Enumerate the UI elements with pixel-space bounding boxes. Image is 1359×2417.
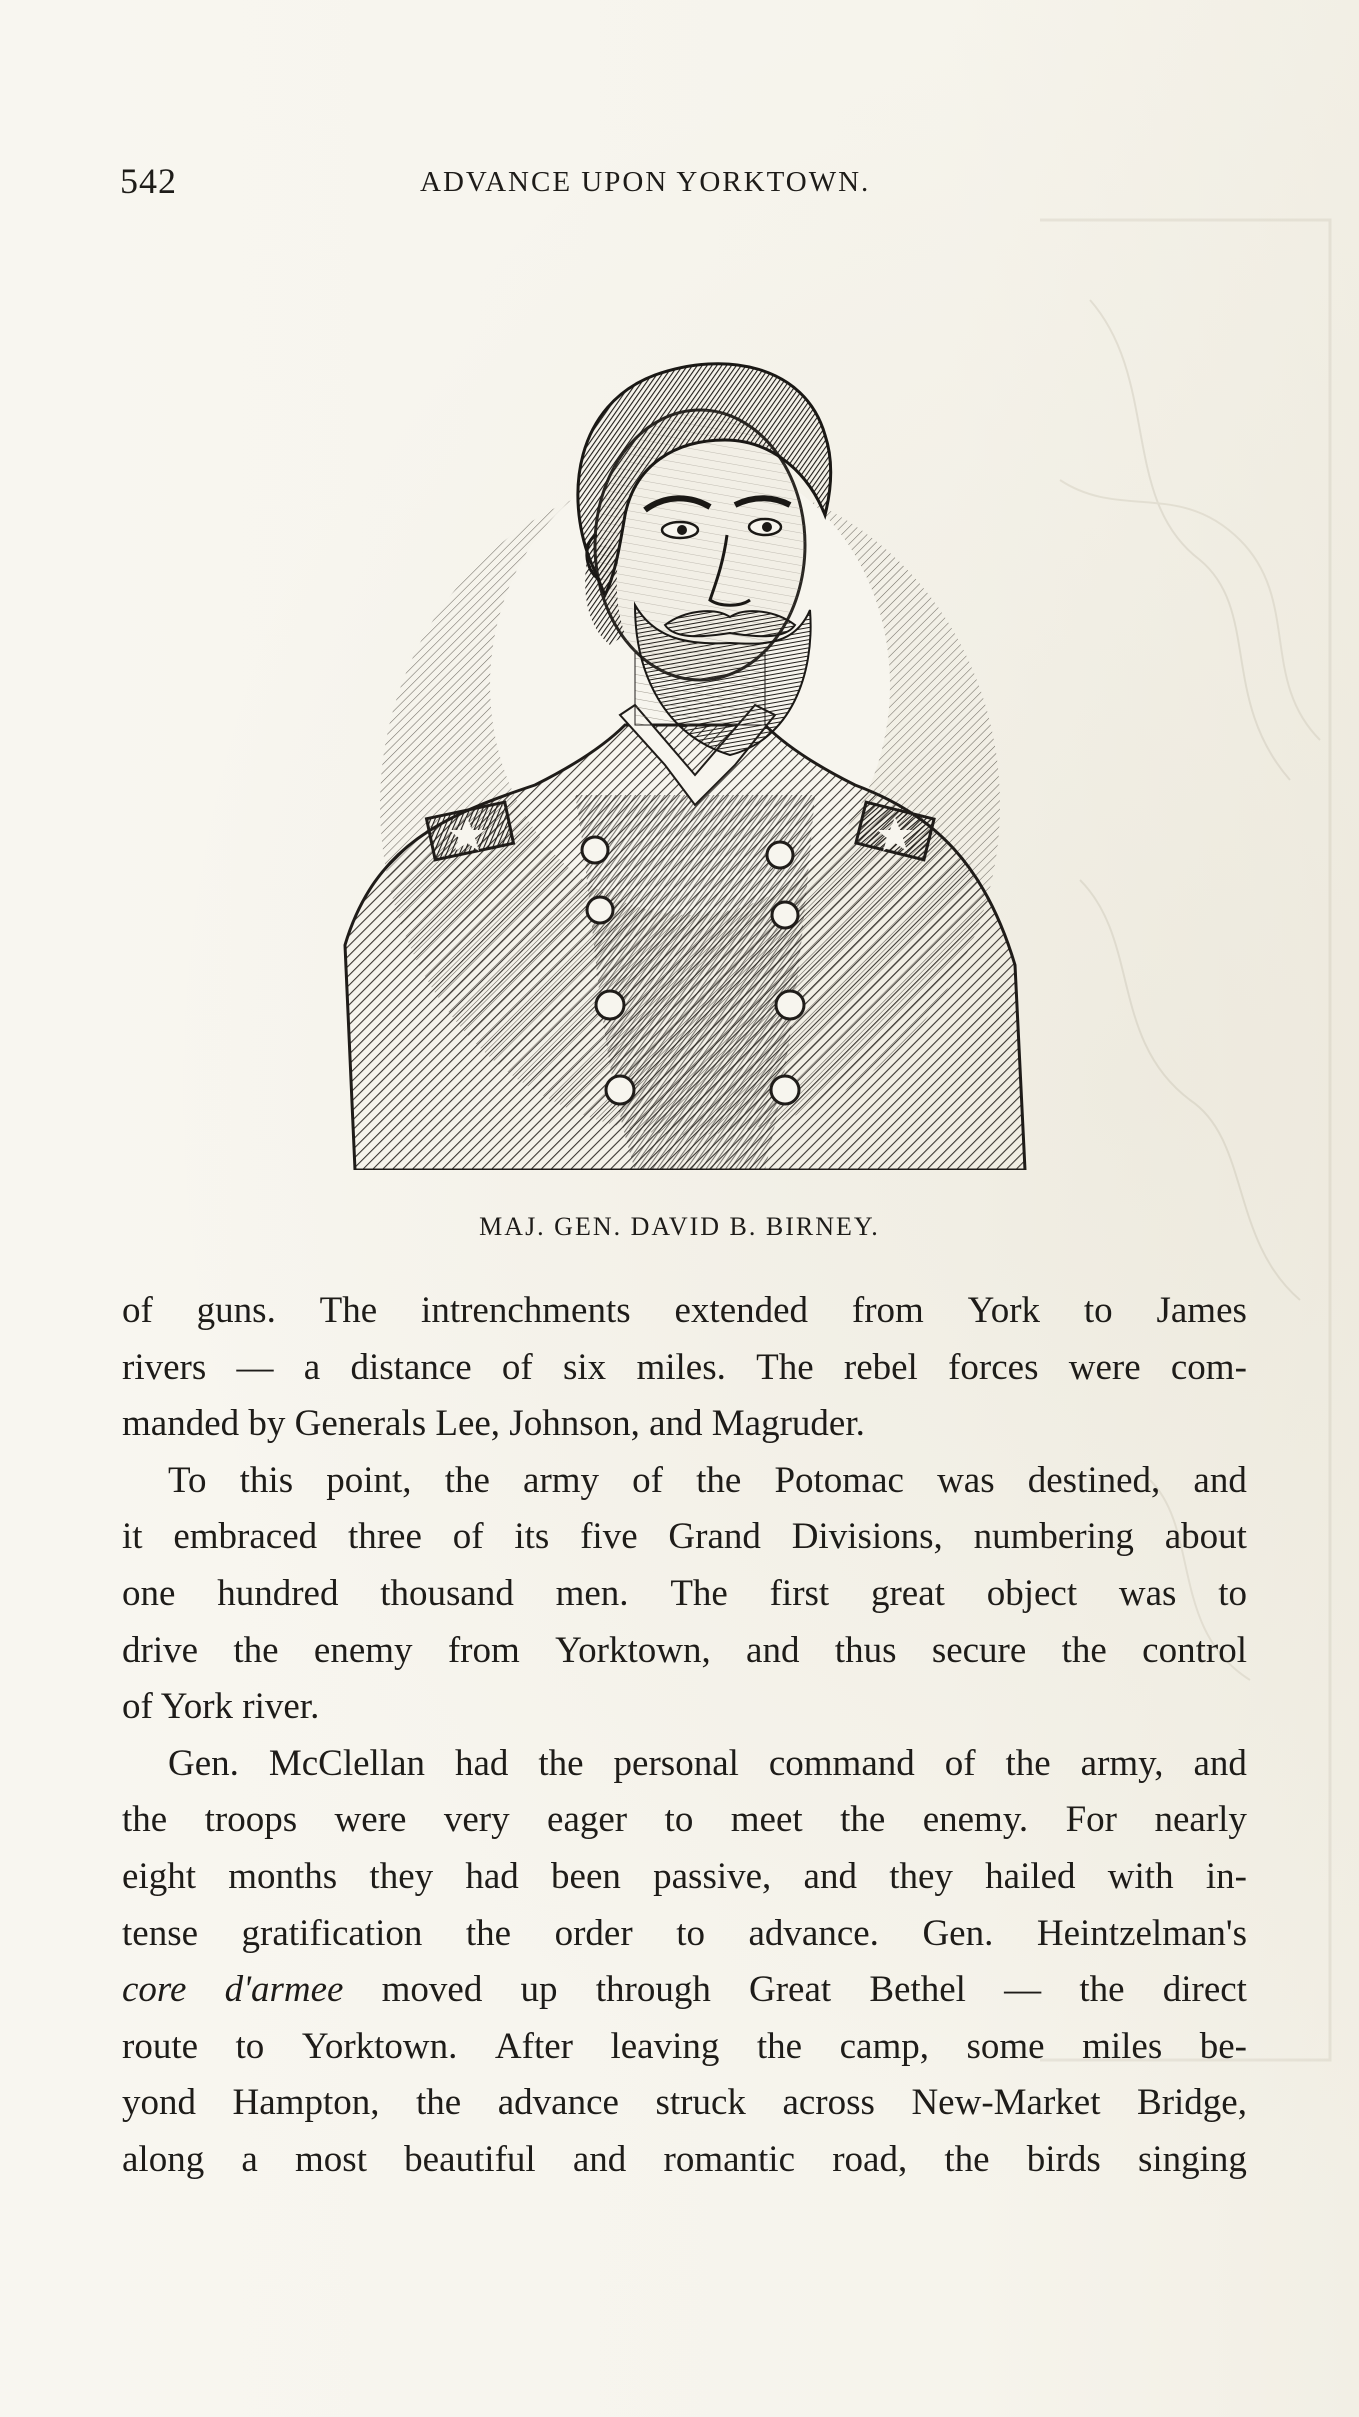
word: had	[455, 1742, 509, 1784]
word: destined,	[1027, 1459, 1161, 1501]
word: object	[986, 1572, 1078, 1614]
word: the	[1061, 1629, 1107, 1671]
word: was	[1118, 1572, 1177, 1614]
word: moved	[381, 1969, 483, 2011]
text-line	[122, 1566, 1247, 1623]
body-text	[122, 1283, 1247, 2189]
word: route	[122, 2025, 199, 2067]
word: were	[1068, 1346, 1141, 1388]
word: first	[769, 1572, 830, 1614]
word: meet	[730, 1799, 803, 1841]
word: passive,	[653, 1855, 772, 1897]
text-line	[122, 2019, 1247, 2076]
word: Gen.	[922, 1912, 994, 1954]
word: to	[1218, 1572, 1247, 1614]
word: eager	[547, 1799, 628, 1841]
word: very	[443, 1799, 510, 1841]
word: York	[967, 1290, 1041, 1331]
word: men.	[555, 1572, 629, 1614]
word: up	[520, 1969, 558, 2011]
word: the	[538, 1742, 584, 1784]
word: to	[664, 1799, 694, 1841]
word: army,	[1080, 1742, 1164, 1784]
word: in-	[1205, 1855, 1247, 1897]
word: the	[122, 1799, 168, 1841]
word: through	[595, 1969, 711, 2011]
word: nearly	[1154, 1799, 1247, 1841]
word: one	[122, 1572, 176, 1614]
word: camp,	[839, 2025, 929, 2067]
word: guns.	[196, 1290, 276, 1331]
word: some	[966, 2025, 1045, 2067]
word: d'armee	[224, 1969, 344, 2011]
word: the	[756, 2025, 803, 2067]
word: The	[319, 1290, 378, 1331]
word: this	[239, 1459, 294, 1501]
text-line	[122, 1906, 1247, 1963]
word: forces	[948, 1346, 1039, 1388]
word: months	[228, 1855, 338, 1897]
word: of	[452, 1516, 484, 1558]
word: a	[303, 1346, 321, 1388]
text-line-content: of York river.	[122, 1686, 320, 1728]
word: the	[233, 1629, 279, 1671]
word: —	[236, 1346, 274, 1388]
word: com-	[1170, 1346, 1247, 1388]
word: they	[889, 1855, 953, 1897]
text-line	[122, 1849, 1247, 1906]
text-line	[122, 2132, 1247, 2189]
word: to	[1083, 1290, 1113, 1331]
text-line	[122, 2075, 1247, 2132]
word: hundred	[217, 1572, 339, 1614]
word: command	[768, 1742, 915, 1784]
word: and	[803, 1855, 857, 1897]
word: great	[870, 1572, 945, 1614]
word: six	[563, 1346, 607, 1388]
text-line	[122, 1623, 1247, 1680]
word: Hampton,	[232, 2082, 380, 2124]
word: to	[676, 1912, 705, 1954]
word: most	[295, 2138, 367, 2180]
text-line	[122, 1453, 1247, 1510]
word: Grand	[668, 1516, 761, 1558]
word: the	[416, 2082, 462, 2124]
text-line-content: manded by Generals Lee, Johnson, and Magruder.	[122, 1403, 865, 1445]
word: thus	[834, 1629, 897, 1671]
word: Gen.	[168, 1742, 239, 1784]
word: Heintzelman's	[1036, 1912, 1247, 1954]
word: Bethel	[869, 1969, 966, 2011]
text-line	[122, 1396, 1247, 1453]
word: tense	[122, 1912, 199, 1954]
word: extended	[674, 1290, 809, 1331]
word: core	[122, 1969, 187, 2011]
word: five	[580, 1516, 638, 1558]
word: were	[334, 1799, 407, 1841]
word: rivers	[122, 1346, 207, 1388]
word: personal	[613, 1742, 739, 1784]
word: about	[1164, 1516, 1247, 1558]
word: rebel	[843, 1346, 918, 1388]
word: they	[369, 1855, 434, 1897]
figure-caption: MAJ. GEN. DAVID B. BIRNEY.	[479, 1212, 880, 1241]
word: of	[944, 1742, 976, 1784]
word: of	[501, 1346, 533, 1388]
word: across	[782, 2082, 875, 2124]
word: order	[554, 1912, 633, 1954]
word: Bridge,	[1137, 2082, 1247, 2124]
word: the	[465, 1912, 512, 1954]
word: drive	[122, 1629, 199, 1671]
word: numbering	[973, 1516, 1134, 1558]
word: of	[632, 1459, 663, 1501]
word: gratification	[241, 1912, 423, 1954]
running-header	[120, 160, 1250, 210]
word: it	[122, 1516, 143, 1558]
word: The	[670, 1572, 728, 1614]
word: secure	[931, 1629, 1027, 1671]
word: troops	[204, 1799, 298, 1841]
word: the	[444, 1459, 490, 1501]
word: control	[1142, 1629, 1247, 1671]
word: to	[235, 2025, 265, 2067]
text-line	[122, 1792, 1247, 1849]
word: was	[937, 1459, 995, 1501]
word: miles.	[636, 1346, 726, 1388]
word: enemy.	[922, 1799, 1029, 1841]
word: —	[1004, 1969, 1042, 2011]
word: and	[1193, 1459, 1247, 1501]
word: To	[168, 1459, 207, 1501]
word: been	[551, 1855, 621, 1897]
word: three	[347, 1516, 422, 1558]
word: beautiful	[404, 2138, 536, 2180]
word: hailed	[985, 1855, 1076, 1897]
word: Divisions,	[791, 1516, 943, 1558]
text-line	[122, 1679, 1247, 1736]
word: of	[122, 1290, 153, 1331]
word: the	[1079, 1969, 1125, 2011]
running-head-title: ADVANCE UPON YORKTOWN.	[420, 166, 871, 198]
word: thousand	[380, 1572, 514, 1614]
word: from	[447, 1629, 520, 1671]
word: and	[572, 2138, 627, 2180]
text-line	[122, 1509, 1247, 1566]
word: intrenchments	[421, 1290, 631, 1331]
word: Potomac	[774, 1459, 904, 1501]
word: a	[241, 2138, 258, 2180]
text-line	[122, 1283, 1247, 1340]
word: eight	[122, 1855, 196, 1897]
word: be-	[1199, 2025, 1247, 2067]
word: enemy	[313, 1629, 413, 1671]
word: the	[1005, 1742, 1051, 1784]
word: New-Market	[911, 2082, 1101, 2124]
word: from	[851, 1290, 924, 1331]
word: singing	[1137, 2138, 1247, 2180]
word: advance	[497, 2082, 619, 2124]
word: James	[1156, 1290, 1247, 1331]
word: and	[1193, 1742, 1247, 1784]
word: had	[465, 1855, 519, 1897]
portrait-engraving	[335, 345, 1035, 1170]
word: with	[1107, 1855, 1174, 1897]
page-number: 542	[120, 161, 177, 201]
word: leaving	[610, 2025, 720, 2067]
word: For	[1065, 1799, 1118, 1841]
word: along	[122, 2138, 205, 2180]
word: McClellan	[268, 1742, 426, 1784]
text-line	[122, 1340, 1247, 1397]
word: embraced	[173, 1516, 318, 1558]
word: and	[746, 1629, 800, 1671]
word: road,	[832, 2138, 908, 2180]
word: the	[944, 2138, 990, 2180]
word: Great	[749, 1969, 832, 2011]
word: miles	[1082, 2025, 1163, 2067]
word: the	[840, 1799, 886, 1841]
word: birds	[1026, 2138, 1101, 2180]
word: Yorktown.	[301, 2025, 458, 2067]
word: its	[514, 1516, 550, 1558]
word: army	[523, 1459, 600, 1501]
word: yond	[122, 2082, 196, 2124]
word: After	[494, 2025, 573, 2067]
word: distance	[350, 1346, 472, 1388]
word: romantic	[663, 2138, 796, 2180]
word: the	[696, 1459, 742, 1501]
text-line	[122, 1962, 1247, 2019]
text-line	[122, 1736, 1247, 1793]
word: direct	[1162, 1969, 1247, 2011]
word: advance.	[748, 1912, 879, 1954]
word: struck	[655, 2082, 746, 2124]
word: Yorktown,	[555, 1629, 711, 1671]
word: point,	[326, 1459, 412, 1501]
word: The	[756, 1346, 814, 1388]
